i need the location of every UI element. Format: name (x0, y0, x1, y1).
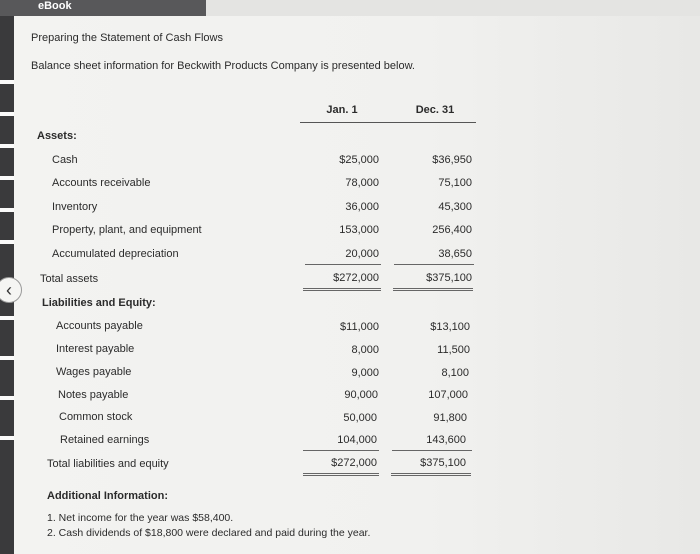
jan-value: $25,000 (339, 154, 379, 166)
dec-value: 8,100 (441, 367, 469, 379)
strip-marker (0, 80, 14, 84)
row-label: Accounts receivable (52, 177, 151, 189)
jan-value: $11,000 (340, 321, 379, 333)
total-double-rule (303, 288, 381, 291)
jan-value: 20,000 (345, 248, 379, 260)
subtotal-rule (392, 450, 472, 451)
total-double-rule (303, 473, 379, 476)
dec-value: 143,600 (426, 434, 466, 446)
additional-info-heading: Additional Information: (47, 490, 168, 502)
page-title: Preparing the Statement of Cash Flows (31, 32, 223, 44)
jan-value: 36,000 (345, 201, 379, 213)
dec-value: 91,800 (433, 412, 467, 424)
dec-value: 75,100 (438, 177, 472, 189)
row-label: Common stock (59, 411, 133, 423)
strip-marker (0, 240, 14, 244)
dec-value: 107,000 (428, 389, 468, 401)
strip-marker (0, 144, 14, 148)
row-label: Accumulated depreciation (52, 248, 179, 260)
chevron-left-icon: ‹ (6, 280, 12, 300)
jan-value: 50,000 (343, 412, 377, 424)
row-label: Accounts payable (56, 320, 143, 332)
strip-marker (0, 208, 14, 212)
subtotal-rule (394, 264, 474, 265)
jan-value: 78,000 (345, 177, 379, 189)
dec-total-assets: $375,100 (426, 272, 472, 284)
jan-value: 8,000 (351, 344, 379, 356)
dec-total-liabilities: $375,100 (420, 457, 466, 469)
note-net-income: 1. Net income for the year was $58,400. (47, 512, 234, 524)
row-label: Wages payable (56, 366, 132, 378)
row-label: Retained earnings (60, 434, 150, 446)
strip-marker (0, 316, 14, 320)
strip-marker (0, 112, 14, 116)
jan-value: 104,000 (337, 434, 377, 446)
row-label: Notes payable (58, 389, 129, 401)
jan-value: 90,000 (344, 389, 378, 401)
subtotal-rule (303, 450, 379, 451)
dec-value: 38,650 (438, 248, 472, 260)
row-label: Property, plant, and equipment (52, 224, 202, 236)
top-bar (0, 0, 700, 16)
jan-total-liabilities: $272,000 (331, 457, 377, 469)
liabilities-heading: Liabilities and Equity: (42, 297, 156, 309)
dec-value: 45,300 (438, 201, 472, 213)
column-header-dec: Dec. 31 (415, 104, 455, 116)
row-label: Interest payable (56, 343, 135, 355)
dec-value: $13,100 (430, 321, 470, 333)
total-double-rule (393, 288, 473, 291)
tab-ebook[interactable]: eBook (0, 0, 206, 16)
strip-marker (0, 436, 14, 440)
header-rule (300, 122, 476, 123)
row-label: Inventory (52, 201, 98, 213)
note-dividends: 2. Cash dividends of $18,800 were declared and paid during the year. (47, 527, 371, 539)
total-double-rule (391, 473, 471, 476)
assets-heading: Assets: (37, 130, 77, 142)
strip-marker (0, 396, 14, 400)
strip-marker (0, 176, 14, 180)
subtotal-rule (305, 264, 381, 265)
intro-text: Balance sheet information for Beckwith Products Company is presented below. (31, 60, 415, 72)
row-label: Cash (52, 154, 78, 166)
total-assets-label: Total assets (40, 273, 99, 285)
jan-value: 153,000 (339, 224, 379, 236)
jan-total-assets: $272,000 (333, 272, 379, 284)
jan-value: 9,000 (351, 367, 379, 379)
dec-value: 11,500 (437, 344, 470, 356)
dec-value: $36,950 (432, 154, 472, 166)
strip-marker (0, 356, 14, 360)
dec-value: 256,400 (432, 224, 472, 236)
total-liabilities-label: Total liabilities and equity (47, 458, 169, 470)
column-header-jan: Jan. 1 (326, 104, 358, 116)
